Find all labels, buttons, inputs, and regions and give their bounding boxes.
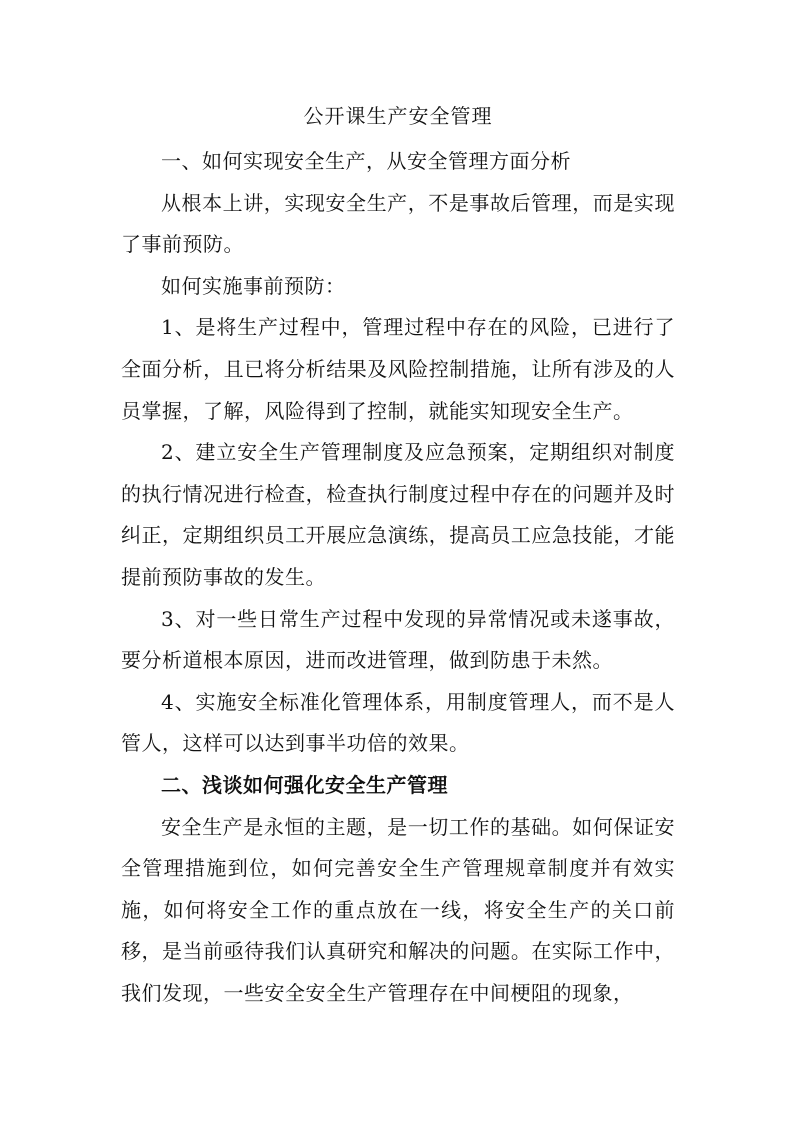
list-item: 4、实施安全标准化管理体系，用制度管理人，而不是人管人，这样可以达到事半功倍的效果。 — [121, 689, 675, 756]
section1-heading: 一、如何实现安全生产，从安全管理方面分析 — [161, 149, 571, 173]
section1-question: 如何实施事前预防： — [161, 273, 346, 298]
section2-heading: 二、浅谈如何强化安全生产管理 — [161, 772, 448, 797]
list-item: 1、是将生产过程中，管理过程中存在的风险，已进行了全面分析，且已将分析结果及风险控制措施，让所有涉及的人员掌握，了解，风险得到了控制，就能实知现安全生产。 — [121, 315, 675, 423]
list-item: 3、对一些日常生产过程中发现的异常情况或未遂事故，要分析道根本原因，进而改进管理，做到防患于未然。 — [121, 606, 675, 673]
section2-body: 安全生产是永恒的主题，是一切工作的基础。如何保证安全管理措施到位，如何完善安全生产管理规章制度并有效实施，如何将安全工作的重点放在一线，将安全生产的关口前移，是当前亟待我们认真研究和解决的问题。在实际工作中，我们发现，一些安全安全生产管理存在中间梗阻的现象， — [121, 814, 675, 1005]
list-item: 2、建立安全生产管理制度及应急预案，定期组织对制度的执行情况进行检查，检查执行制度过程中存在的问题并及时纠正，定期组织员工开展应急演练，提高员工应急技能，才能提前预防事故的发生。 — [121, 440, 675, 589]
document-body — [121, 99, 675, 1014]
document-title: 公开课生产安全管理 — [303, 104, 493, 128]
section1-intro: 从根本上讲，实现安全生产，不是事故后管理，而是实现了事前预防。 — [121, 190, 675, 257]
